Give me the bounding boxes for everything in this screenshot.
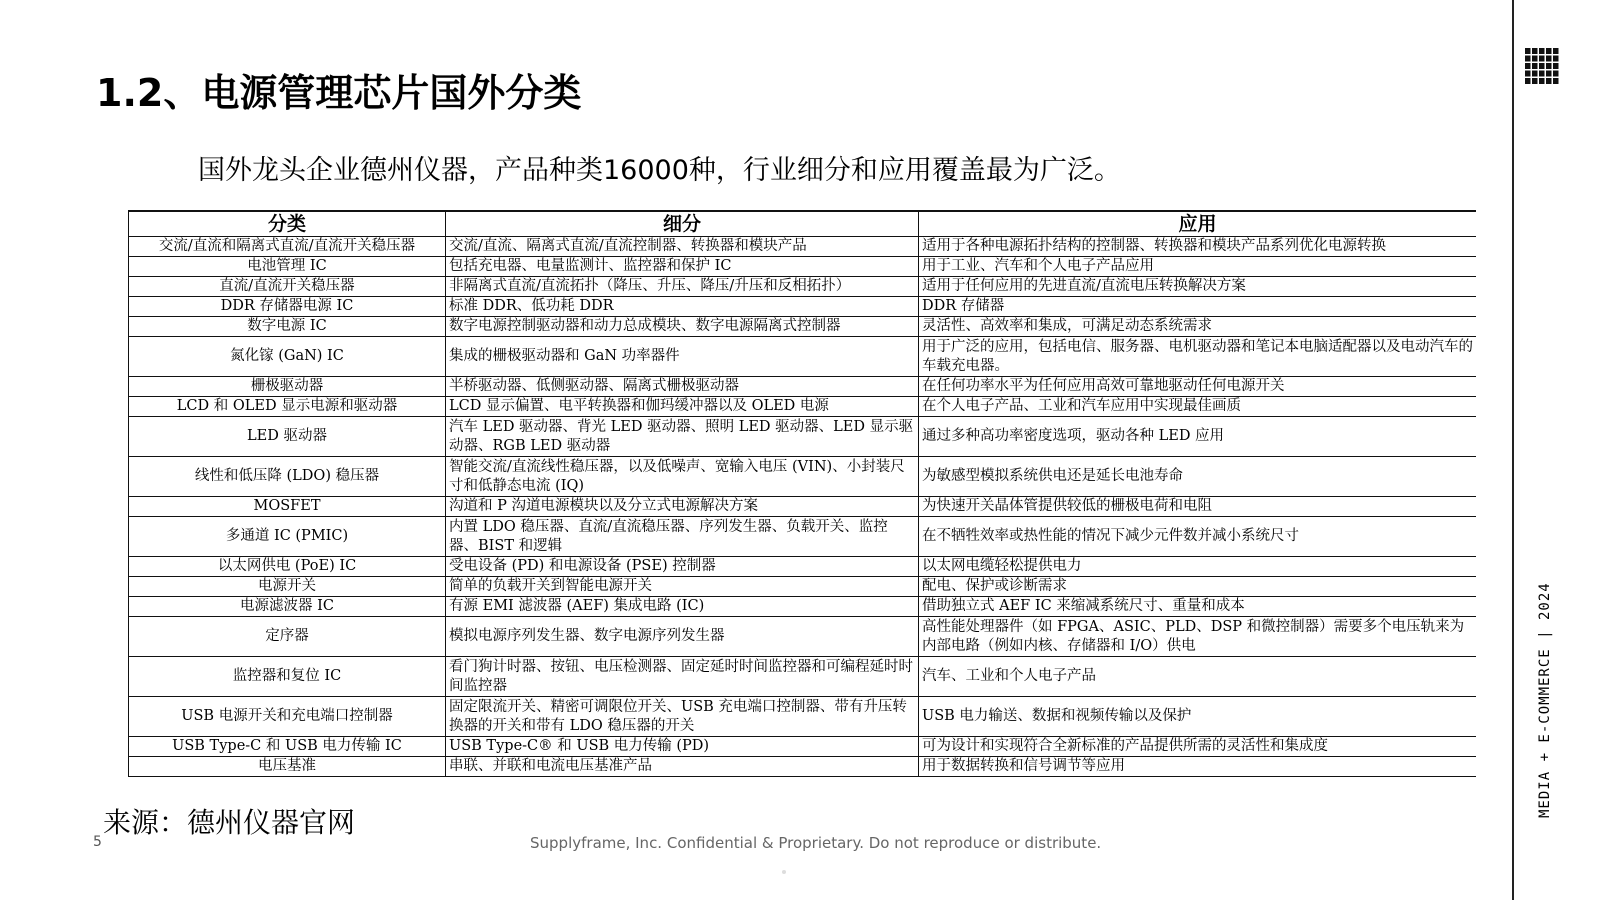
right-divider: [1512, 0, 1514, 900]
application-cell: 在个人电子产品、工业和汽车应用中实现最佳画质: [919, 397, 1477, 417]
category-cell: 定序器: [129, 617, 446, 657]
table-row: [129, 457, 1477, 497]
category-cell: USB 电源开关和充电端口控制器: [129, 697, 446, 737]
category-cell: LCD 和 OLED 显示电源和驱动器: [129, 397, 446, 417]
table-row: [129, 697, 1477, 737]
subcategory-cell: 非隔离式直流/直流拓扑（降压、升压、降压/升压和反相拓扑）: [446, 277, 919, 297]
category-cell: 电源开关: [129, 577, 446, 597]
table-row: [129, 617, 1477, 657]
subcategory-cell: 固定限流开关、精密可调限位开关、USB 充电端口控制器、带有升压转换器的开关和带有 LDO 稳压器的开关: [446, 697, 919, 737]
subcategory-cell: USB Type-C® 和 USB 电力传输 (PD): [446, 737, 919, 757]
subcategory-cell: 汽车 LED 驱动器、背光 LED 驱动器、照明 LED 驱动器、LED 显示驱动器、RGB LED 驱动器: [446, 417, 919, 457]
page-number: 5: [93, 834, 102, 850]
application-cell: 以太网电缆轻松提供电力: [919, 557, 1477, 577]
subcategory-cell: 沟道和 P 沟道电源模块以及分立式电源解决方案: [446, 497, 919, 517]
category-cell: DDR 存储器电源 IC: [129, 297, 446, 317]
subcategory-cell: 交流/直流、隔离式直流/直流控制器、转换器和模块产品: [446, 237, 919, 257]
category-cell: 电源滤波器 IC: [129, 597, 446, 617]
application-cell: 借助独立式 AEF IC 来缩减系统尺寸、重量和成本: [919, 597, 1477, 617]
subcategory-cell: 简单的负载开关到智能电源开关: [446, 577, 919, 597]
application-cell: 配电、保护或诊断需求: [919, 577, 1477, 597]
table-row: [129, 397, 1477, 417]
application-cell: 在不牺牲效率或热性能的情况下减少元件数并减小系统尺寸: [919, 517, 1477, 557]
table-row: [129, 737, 1477, 757]
application-cell: 在任何功率水平为任何应用高效可靠地驱动任何电源开关: [919, 377, 1477, 397]
application-cell: 适用于任何应用的先进直流/直流电压转换解决方案: [919, 277, 1477, 297]
subcategory-cell: 看门狗计时器、按钮、电压检测器、固定延时时间监控器和可编程延时时间监控器: [446, 657, 919, 697]
grid-logo-icon: [1521, 44, 1561, 88]
category-cell: MOSFET: [129, 497, 446, 517]
category-cell: 交流/直流和隔离式直流/直流开关稳压器: [129, 237, 446, 257]
table-header-row: [129, 211, 1477, 237]
application-cell: 用于数据转换和信号调节等应用: [919, 757, 1477, 777]
subcategory-cell: 包括充电器、电量监测计、监控器和保护 IC: [446, 257, 919, 277]
source-note: 来源：德州仪器官网: [103, 806, 356, 839]
category-cell: 电压基准: [129, 757, 446, 777]
table-row: [129, 257, 1477, 277]
category-cell: 线性和低压降 (LDO) 稳压器: [129, 457, 446, 497]
category-cell: 多通道 IC (PMIC): [129, 517, 446, 557]
header-subcategory: 细分: [446, 211, 919, 237]
category-cell: 监控器和复位 IC: [129, 657, 446, 697]
confidential-footer: Supplyframe, Inc. Confidential & Proprietary. Do not reproduce or distribute.: [530, 834, 1102, 852]
application-cell: 可为设计和实现符合全新标准的产品提供所需的灵活性和集成度: [919, 737, 1477, 757]
subcategory-cell: 数字电源控制驱动器和动力总成模块、数字电源隔离式控制器: [446, 317, 919, 337]
table-row: [129, 317, 1477, 337]
table-row: [129, 517, 1477, 557]
subcategory-cell: 内置 LDO 稳压器、直流/直流稳压器、序列发生器、负载开关、监控器、BIST 和逻辑: [446, 517, 919, 557]
table-row: [129, 597, 1477, 617]
subcategory-cell: LCD 显示偏置、电平转换器和伽玛缓冲器以及 OLED 电源: [446, 397, 919, 417]
application-cell: 汽车、工业和个人电子产品: [919, 657, 1477, 697]
table-row: [129, 577, 1477, 597]
subcategory-cell: 有源 EMI 滤波器 (AEF) 集成电路 (IC): [446, 597, 919, 617]
subcategory-cell: 半桥驱动器、低侧驱动器、隔离式栅极驱动器: [446, 377, 919, 397]
classification-table: [128, 210, 1476, 784]
application-cell: 为快速开关晶体管提供较低的栅极电荷和电阻: [919, 497, 1477, 517]
slide-title: 1.2、电源管理芯片国外分类: [96, 71, 582, 115]
side-label: MEDIA + E-COMMERCE | 2024: [1537, 582, 1553, 818]
subcategory-cell: 受电设备 (PD) 和电源设备 (PSE) 控制器: [446, 557, 919, 577]
table-row: [129, 237, 1477, 257]
table-row: [129, 557, 1477, 577]
table-row: [129, 657, 1477, 697]
table-row: [129, 497, 1477, 517]
table-row: [129, 297, 1477, 317]
category-cell: LED 驱动器: [129, 417, 446, 457]
decorative-dot: [782, 870, 786, 874]
table-row: [129, 337, 1477, 377]
subcategory-cell: 集成的栅极驱动器和 GaN 功率器件: [446, 337, 919, 377]
application-cell: 通过多种高功率密度选项，驱动各种 LED 应用: [919, 417, 1477, 457]
application-cell: 为敏感型模拟系统供电还是延长电池寿命: [919, 457, 1477, 497]
application-cell: 灵活性、高效率和集成，可满足动态系统需求: [919, 317, 1477, 337]
category-cell: 栅极驱动器: [129, 377, 446, 397]
header-application: 应用: [919, 211, 1477, 237]
table-row: [129, 277, 1477, 297]
application-cell: 高性能处理器件（如 FPGA、ASIC、PLD、DSP 和微控制器）需要多个电压轨来为内部电路（例如内核、存储器和 I/O）供电: [919, 617, 1477, 657]
category-cell: 直流/直流开关稳压器: [129, 277, 446, 297]
category-cell: 氮化镓 (GaN) IC: [129, 337, 446, 377]
application-cell: 用于工业、汽车和个人电子产品应用: [919, 257, 1477, 277]
application-cell: 适用于各种电源拓扑结构的控制器、转换器和模块产品系列优化电源转换: [919, 237, 1477, 257]
subcategory-cell: 智能交流/直流线性稳压器，以及低噪声、宽输入电压 (VIN)、小封装尺寸和低静态电流 (IQ): [446, 457, 919, 497]
table-body: [129, 237, 1477, 777]
category-cell: 电池管理 IC: [129, 257, 446, 277]
category-cell: 数字电源 IC: [129, 317, 446, 337]
subcategory-cell: 串联、并联和电流电压基准产品: [446, 757, 919, 777]
table-row: [129, 377, 1477, 397]
subcategory-cell: 模拟电源序列发生器、数字电源序列发生器: [446, 617, 919, 657]
category-cell: USB Type-C 和 USB 电力传输 IC: [129, 737, 446, 757]
slide-subtitle: 国外龙头企业德州仪器，产品种类16000种，行业细分和应用覆盖最为广泛。: [198, 155, 1121, 186]
table-row: [129, 757, 1477, 777]
category-cell: 以太网供电 (PoE) IC: [129, 557, 446, 577]
table-row: [129, 417, 1477, 457]
application-cell: USB 电力输送、数据和视频传输以及保护: [919, 697, 1477, 737]
header-category: 分类: [129, 211, 446, 237]
subcategory-cell: 标准 DDR、低功耗 DDR: [446, 297, 919, 317]
application-cell: DDR 存储器: [919, 297, 1477, 317]
application-cell: 用于广泛的应用，包括电信、服务器、电机驱动器和笔记本电脑适配器以及电动汽车的车载充电器。: [919, 337, 1477, 377]
